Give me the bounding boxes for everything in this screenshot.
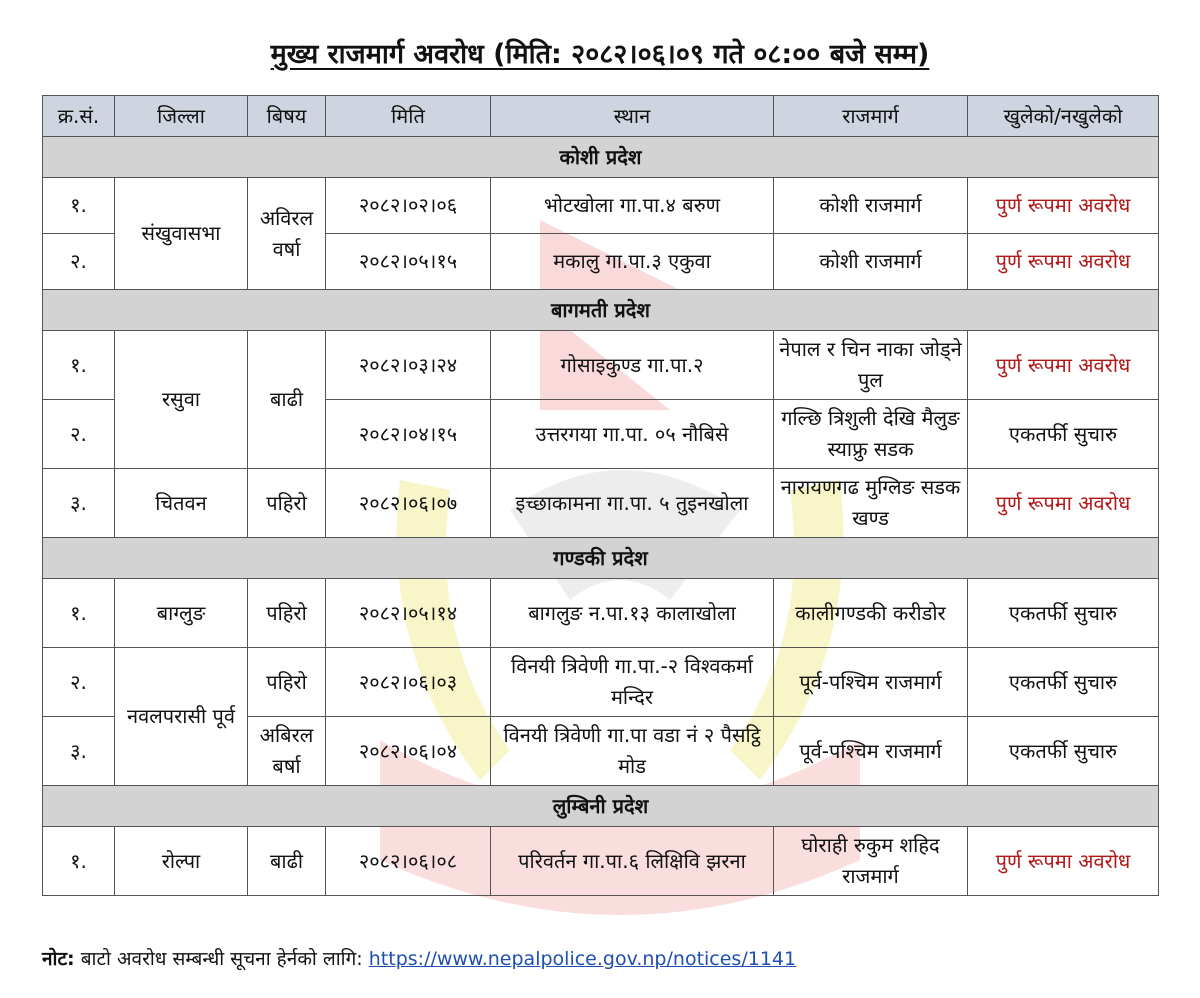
col-district: जिल्ला [115, 96, 248, 137]
serial-cell: १. [43, 579, 115, 648]
table-row [43, 827, 1159, 896]
province-row-lumbini [43, 786, 1159, 827]
district-cell: बाग्लुङ [115, 579, 248, 648]
date-cell: २०८२।०३।२४ [326, 331, 491, 400]
serial-cell: १. [43, 827, 115, 896]
serial-cell: २. [43, 648, 115, 717]
subject-cell: पहिरो [248, 648, 326, 717]
highway-cell: पूर्व-पश्चिम राजमार्ग [774, 717, 968, 786]
table-row [43, 648, 1159, 717]
highway-cell: गल्छि त्रिशुली देखि मैलुङ स्याफ्रु सडक [774, 400, 968, 469]
serial-cell: २. [43, 400, 115, 469]
serial-cell: २. [43, 234, 115, 290]
place-cell: बागलुङ न.पा.१३ कालाखोला [491, 579, 774, 648]
subject-cell: अविरल वर्षा [248, 178, 326, 290]
status-cell: एकतर्फी सुचारु [968, 648, 1159, 717]
serial-cell: ३. [43, 717, 115, 786]
district-cell: नवलपरासी पूर्व [115, 648, 248, 786]
header-row [43, 96, 1159, 137]
status-cell: पुर्ण रूपमा अवरोध [968, 178, 1159, 234]
highway-cell: घोराही रुकुम शहिद राजमार्ग [774, 827, 968, 896]
serial-cell: ३. [43, 469, 115, 538]
table-row [43, 579, 1159, 648]
table-row [43, 469, 1159, 538]
date-cell: २०८२।०६।०३ [326, 648, 491, 717]
district-cell: संखुवासभा [115, 178, 248, 290]
col-place: स्थान [491, 96, 774, 137]
place-cell: भोटखोला गा.पा.४ बरुण [491, 178, 774, 234]
place-cell: मकालु गा.पा.३ एकुवा [491, 234, 774, 290]
district-cell: रसुवा [115, 331, 248, 469]
subject-cell: अबिरल बर्षा [248, 717, 326, 786]
notice-link[interactable]: https://www.nepalpolice.gov.np/notices/1141 [368, 948, 797, 970]
date-cell: २०८२।०६।०७ [326, 469, 491, 538]
col-status: खुलेको/नखुलेको [968, 96, 1159, 137]
place-cell: विनयी त्रिवेणी गा.पा वडा नं २ पैसट्ठि मोड [491, 717, 774, 786]
serial-cell: १. [43, 331, 115, 400]
place-cell: विनयी त्रिवेणी गा.पा.-२ विश्वकर्मा मन्दिर [491, 648, 774, 717]
subject-cell: पहिरो [248, 579, 326, 648]
date-cell: २०८२।०४।१५ [326, 400, 491, 469]
status-cell: पुर्ण रूपमा अवरोध [968, 469, 1159, 538]
place-cell: इच्छाकामना गा.पा. ५ तुइनखोला [491, 469, 774, 538]
place-cell: गोसाइकुण्ड गा.पा.२ [491, 331, 774, 400]
status-cell: एकतर्फी सुचारु [968, 717, 1159, 786]
province-label: बागमती प्रदेश [43, 290, 1159, 331]
status-cell: एकतर्फी सुचारु [968, 579, 1159, 648]
province-row-gandaki [43, 538, 1159, 579]
col-highway: राजमार्ग [774, 96, 968, 137]
date-cell: २०८२।०५।१४ [326, 579, 491, 648]
district-cell: चितवन [115, 469, 248, 538]
date-cell: २०८२।०५।१५ [326, 234, 491, 290]
place-cell: उत्तरगया गा.पा. ०५ नौबिसे [491, 400, 774, 469]
note-text: बाटो अवरोध सम्बन्धी सूचना हेर्नको लागि: [80, 948, 363, 970]
highway-cell: कोशी राजमार्ग [774, 178, 968, 234]
province-row-koshi [43, 137, 1159, 178]
status-cell: एकतर्फी सुचारु [968, 400, 1159, 469]
note-label: नोट: [42, 948, 75, 970]
province-label: गण्डकी प्रदेश [43, 538, 1159, 579]
highway-cell: नारायणगढ मुग्लिङ सडक खण्ड [774, 469, 968, 538]
status-cell: पुर्ण रूपमा अवरोध [968, 331, 1159, 400]
col-serial: क्र.सं. [43, 96, 115, 137]
status-cell: पुर्ण रूपमा अवरोध [968, 234, 1159, 290]
footer-note [42, 945, 796, 971]
place-cell: परिवर्तन गा.पा.६ लिक्षिवि झरना [491, 827, 774, 896]
district-cell: रोल्पा [115, 827, 248, 896]
highway-cell: पूर्व-पश्चिम राजमार्ग [774, 648, 968, 717]
province-label: कोशी प्रदेश [43, 137, 1159, 178]
document-title: मुख्य राजमार्ग अवरोध (मिति: २०८२।०६।०९ गते ०८:०० बजे सम्म) [270, 39, 930, 70]
subject-cell: पहिरो [248, 469, 326, 538]
subject-cell: बाढी [248, 331, 326, 469]
date-cell: २०८२।०२।०६ [326, 178, 491, 234]
date-cell: २०८२।०६।०४ [326, 717, 491, 786]
table-row [43, 331, 1159, 400]
subject-cell: बाढी [248, 827, 326, 896]
date-cell: २०८२।०६।०८ [326, 827, 491, 896]
highway-obstruction-table [42, 95, 1159, 896]
highway-cell: कोशी राजमार्ग [774, 234, 968, 290]
highway-cell: नेपाल र चिन नाका जोड्ने पुल [774, 331, 968, 400]
status-cell: पुर्ण रूपमा अवरोध [968, 827, 1159, 896]
highway-cell: कालीगण्डकी करीडोर [774, 579, 968, 648]
province-label: लुम्बिनी प्रदेश [43, 786, 1159, 827]
serial-cell: १. [43, 178, 115, 234]
table-row [43, 178, 1159, 234]
col-date: मिति [326, 96, 491, 137]
province-row-bagmati [43, 290, 1159, 331]
col-subject: बिषय [248, 96, 326, 137]
